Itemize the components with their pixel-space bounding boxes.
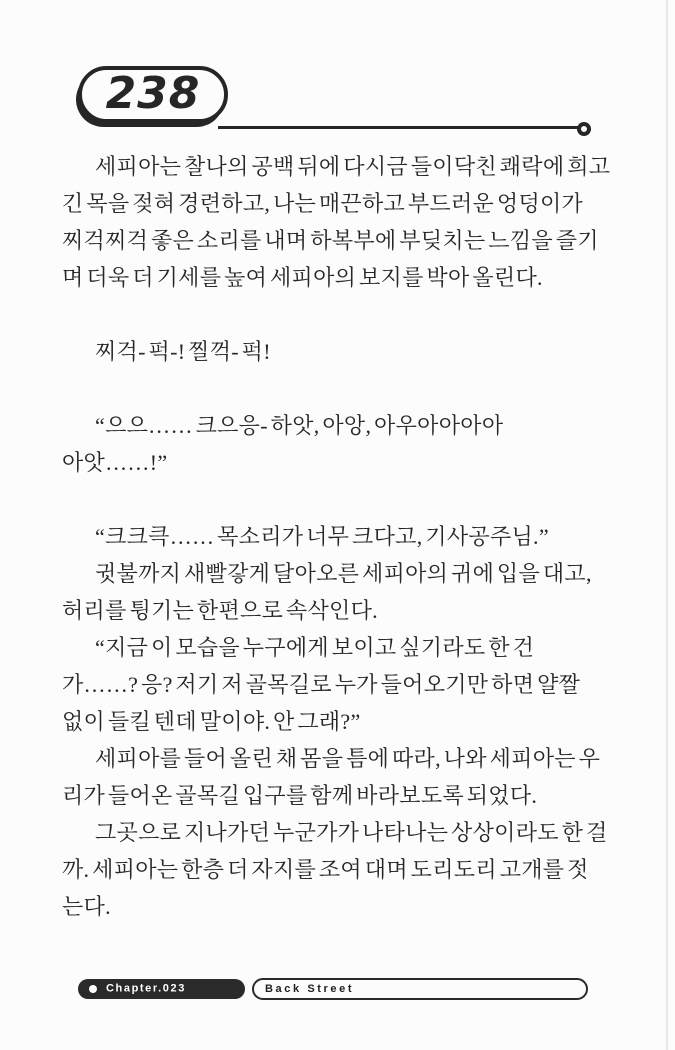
header-rule-end-dot xyxy=(577,122,591,136)
text-line: 없이 들킬 텐데 말이야. 안 그래?” xyxy=(62,709,361,734)
text-line: 허리를 튕기는 한편으로 속삭인다. xyxy=(62,598,378,623)
header-rule xyxy=(218,126,581,129)
text-line: 그곳으로 지나가던 누군가가 나타나는 상상이라도 한 걸 xyxy=(95,820,608,845)
text-line: 긴 목을 젖혀 경련하고, 나는 매끈하고 부드러운 엉덩이가 xyxy=(62,191,584,216)
chapter-label: Chapter.023 xyxy=(106,982,186,994)
text-line: 아앗……!” xyxy=(62,450,168,475)
page-number-badge xyxy=(78,66,228,123)
text-line: 세피아를 들어 올린 채 몸을 틈에 따라, 나와 세피아는 우 xyxy=(95,746,601,771)
text-line: “으으…… 크으응- 하앗, 아앙, 아우아아아아 xyxy=(95,413,504,438)
text-line: “지금 이 모습을 누구에게 보이고 싶기라도 한 건 xyxy=(95,635,535,660)
text-line: 리가 들어온 골목길 입구를 함께 바라보도록 되었다. xyxy=(62,783,538,808)
text-line: 세피아는 찰나의 공백 뒤에 다시금 들이닥친 쾌락에 희고 xyxy=(95,154,611,179)
text-line: 찌걱- 퍽-! 찔꺽- 퍽! xyxy=(95,339,271,364)
text-line: 까. 세피아는 한층 더 자지를 조여 대며 도리도리 고개를 젓 xyxy=(62,857,589,882)
section-title-badge xyxy=(252,978,588,1000)
body-text xyxy=(62,148,637,925)
text-line: 는다. xyxy=(62,894,111,919)
section-label: Back Street xyxy=(265,982,355,995)
scan-edge-artifact xyxy=(666,0,668,1050)
text-line: “크크큭…… 목소리가 너무 크다고, 기사공주님.” xyxy=(95,524,549,549)
bullet-dot-icon xyxy=(89,985,97,993)
text-line: 며 더욱 더 기세를 높여 세피아의 보지를 박아 올린다. xyxy=(62,265,543,290)
chapter-badge xyxy=(78,979,245,999)
text-line: 찌걱찌걱 좋은 소리를 내며 하복부에 부딪치는 느낌을 즐기 xyxy=(62,228,599,253)
page-number: 238 xyxy=(105,67,201,119)
text-line: 가……? 응? 저기 저 골목길로 누가 들어오기만 하면 얄짤 xyxy=(62,672,581,697)
text-line: 귓불까지 새빨갛게 달아오른 세피아의 귀에 입을 대고, xyxy=(95,561,592,586)
